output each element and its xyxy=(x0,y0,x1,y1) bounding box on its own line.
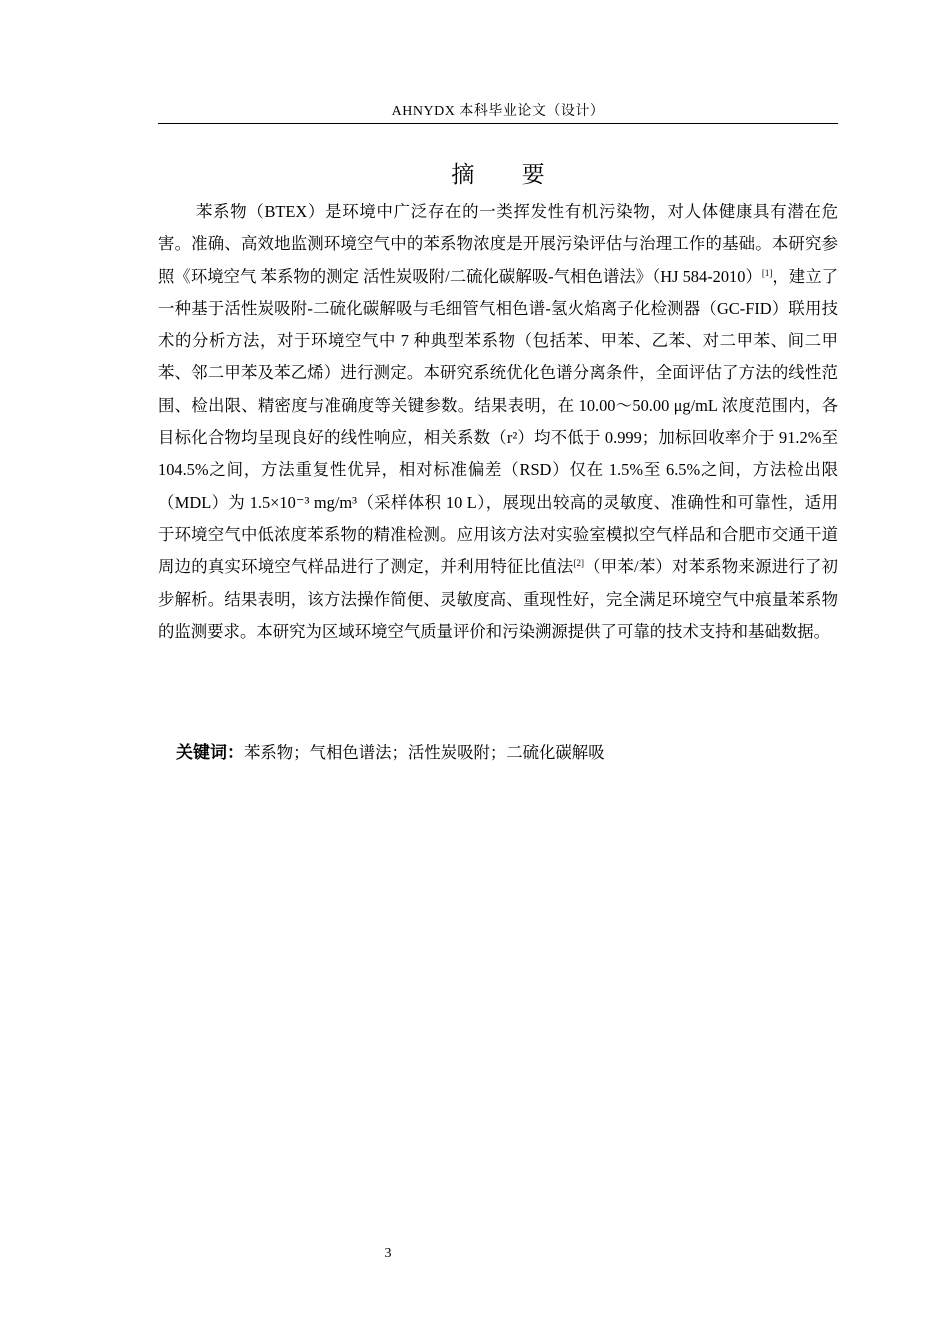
abstract-text-part-2: ，建立了一种基于活性炭吸附-二硫化碳解吸与毛细管气相色谱-氢火焰离子化检测器（GC-FID）联用技术的分析方法，对于环境空气中 7 种典型苯系物（包括苯、甲苯、乙苯、对二甲苯、间二甲苯、邻二甲苯及苯乙烯）进行测定。本研究系统优化色谱分离条件，全面评估了方法的线性范围、检出限、精密度与准确度等关键参数。结果表明，在 10.00～50.00 μg/mL 浓度范围内，各目标化合物均呈现良好的线性响应，相关系数（r²）均不低于 0.999；加标回收率介于 91.2%至 104.5%之间，方法重复性优异，相对标准偏差（RSD）仅在 1.5%至 6.5%之间，方法检出限（MDL）为 1.5×10⁻³ mg/m³（采样体积 10 L），展现出较高的灵敏度、准确性和可靠性，适用于环境空气中低浓度苯系物的精准检测。应用该方法对实验室模拟空气样品和合肥市交通干道周边的真实环境空气样品进行了测定，并利用特征比值法 xyxy=(158,266,838,577)
reference-1-link[interactable]: [1] xyxy=(761,267,773,278)
page-header: AHNYDX 本科毕业论文（设计） xyxy=(391,104,605,119)
abstract-text-part-3: （甲苯/苯）对苯系物来源进行了初步解析。结果表明，该方法操作简便、灵敏度高、重现性好，完全满足环境空气中痕量苯系物的监测要求。本研究为区域环境空气质量评价和污染溯源提供了可靠的技术支持和基础数据。 xyxy=(158,557,838,641)
keywords-label: 关键词： xyxy=(176,743,244,763)
keywords-value: 苯系物；气相色谱法；活性炭吸附；二硫化碳解吸 xyxy=(244,743,605,762)
abstract-body xyxy=(158,196,838,648)
page-number: 3 xyxy=(384,1246,392,1261)
reference-2-link[interactable]: [2] xyxy=(573,558,584,569)
keywords-line xyxy=(176,737,836,769)
abstract-text-part-1: 苯系物（BTEX）是环境中广泛存在的一类挥发性有机污染物，对人体健康具有潜在危害。准确、高效地监测环境空气中的苯系物浓度是开展污染评估与治理工作的基础。本研究参照《环境空气 苯系物的测定 活性炭吸附/二硫化碳解吸-气相色谱法》（HJ 584-2010） xyxy=(158,202,838,286)
abstract-title: 摘 要 xyxy=(451,162,565,189)
header-divider xyxy=(158,123,838,124)
